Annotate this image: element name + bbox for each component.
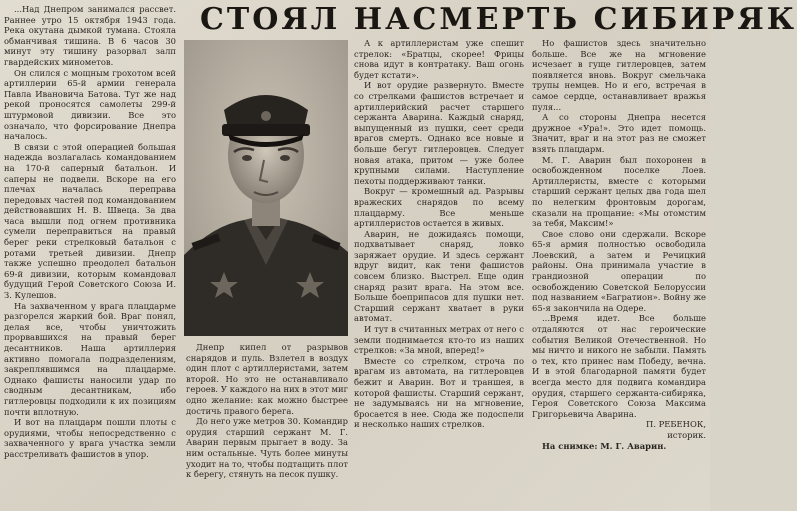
paragraph: Но фашистов здесь значительно больше. Все же на мгновение исчезает в гуще гитлеровцев, затем появляется вновь. Вокруг смельчака трупы немцев. Но и его, встречая в самое сердце, останавливает вражья пуля... bbox=[532, 38, 706, 112]
paragraph: И тут в считанных метрах от него с земли поднимается кто-то из наших стрелков: «За мной, вперед!» bbox=[354, 324, 524, 356]
paragraph: Днепр кипел от разрывов снарядов и пуль. Взлетел в воздух один плот с артиллеристами, затем второй. Но это не останавливало героев. У каждого на них в этот миг одно желание: как можно быстрее достичь правого берега. bbox=[186, 342, 348, 416]
paragraph: А со стороны Днепра несется дружное «Ура!». Это идет помощь. Значит, враг и на этот раз не сможет взять плацдарм. bbox=[532, 112, 706, 154]
text-column-1 bbox=[4, 4, 176, 509]
paragraph: Вокруг — кромешный ад. Разрывы вражеских снарядов по всему плацдарму. Все меньше артиллеристов остается в живых. bbox=[354, 186, 524, 229]
paragraph: Аварин, не дожидаясь помощи, подхватывает снаряд, ловко заряжает орудие. И здесь сержант вдруг видит, как тени фашистов совсем близко. Выстрел. Еще один снаряд разит врага. На этом все. Больше боеприпасов для пушки нет. Старший сержант хватает в руки автомат. bbox=[354, 228, 524, 324]
paragraph: Свое слово они сдержали. Вскоре 65-я армия полностью освободила Лоевский, а затем и Речицкий районы. Она принимала участие в грандиозной операции по освобождению Советской Белоруссии под названием «Багратион». Войну же 65-я закончила на Одере. bbox=[532, 228, 706, 313]
paragraph: М. Г. Аварин был похоронен в освобожденном поселке Лоев. Артиллеристы, вместе с которыми старший сержант целых два года шел по нелегким фронтовым дорогам, сказали на прощание: «Мы отомстим за тебя, Максим!» bbox=[532, 154, 706, 229]
paragraph: В связи с этой операцией большая надежда возлагалась командованием на 170-й саперный батальон. И саперы не подвели. Вскоре на его плечах началась переправа передовых частей под командованием действовавших Н. В. Швеца. За два часа вышли под огнем противника сумели переправиться на правый берег реки стрелковый батальон с ротами третьей дивизии. Днепр также успешно преодолел батальон 69-й дивизии, которым командовал будущий Герой Советского Союза И. З. Кулешов. bbox=[4, 141, 176, 301]
author-name: П. РЕБЕНОК, bbox=[646, 419, 706, 430]
paragraph: И вот на плацдарм пошли плоты с орудиями, чтобы непосредственно с захваченного у врага участка земли расстреливать фашистов в упор. bbox=[4, 417, 176, 459]
portrait-photo bbox=[184, 40, 348, 336]
photo-caption: На снимке: М. Г. Аварин. bbox=[542, 440, 667, 451]
paragraph: А к артиллеристам уже спешит стрелок: «Братцы, скорее! Фрицы снова идут в контратаку. Ваш огонь будет кстати». bbox=[354, 38, 524, 80]
text-column-2 bbox=[186, 342, 348, 510]
text-column-4 bbox=[532, 38, 706, 508]
paragraph: До него уже метров 30. Командир орудия старший сержант М. Г. Аварин первым прыгает в воду. За ним остальные. Чуть более минуты уходит на то, чтобы подтащить плот к берегу, стянуть на песок пушку. bbox=[186, 416, 348, 480]
text-column-3 bbox=[354, 38, 524, 510]
article-headline: СТОЯЛ НАСМЕРТЬ СИБИРЯК bbox=[200, 2, 797, 37]
paragraph: ...Время идет. Все больше отдаляются от нас героические события Великой Отечественной. Но мы ничто и никого не забыли. Память о тех, кто принес нам Победу, вечна. И в этой благодарной памяти будет всегда место для подвига командира орудия, старшего сержанта-сибиряка, Героя Советского Союза Максима Григорьевича Аварина. bbox=[532, 313, 706, 419]
paragraph: ...Над Днепром занимался рассвет. Раннее утро 15 октября 1943 года. Река окутана дымкой тумана. Стояла обманчивая тишина. В 6 часов 30 минут эту тишину разорвал залп гвардейских минометов. bbox=[4, 4, 176, 67]
soldier-portrait-image bbox=[184, 40, 348, 336]
author-role: историк. bbox=[667, 429, 706, 440]
paragraph: Вместе со стрелком, строча по врагам из автомата, на гитлеровцев бежит и Аварин. Вот и траншея, в которой фашисты. Старший сержант, не задумываясь ни на мгновение, бросается в нее. Сюда же подоспели и несколько наших стрелков. bbox=[354, 355, 524, 430]
paragraph: И вот орудие развернуто. Вместе со стрелками фашистов встречает и артиллерийский расчет старшего сержанта Аварина. Каждый снаряд, выпущенный из пушки, сеет среди врагов смерть. Однако все новые и больше бегут гитлеровцев. Следует новая атака, притом — уже более крупными силами. Наступление пехоты поддерживают танки. bbox=[354, 80, 524, 186]
paragraph: На захваченном у врага плацдарме разгорелся жаркий бой. Враг понял, делая все, чтобы уничтожить прорвавшихся на правый берег десантников. Наша артиллерия активно помогала подразделениям, закреплявшимся на плацдарме. Однако фашисты наносили удар по сводным десантникам, ибо гитлеровцы подходили к их позициям почти вплотную. bbox=[4, 300, 176, 417]
paragraph: Он слился с мощным грохотом всей артиллерии 65-й армии генерала Павла Ивановича Батова. Тут же над рекой проносятся самолеты 299-й штурмовой дивизии. Все это означало, что форсирование Днепра началось. bbox=[4, 67, 176, 142]
